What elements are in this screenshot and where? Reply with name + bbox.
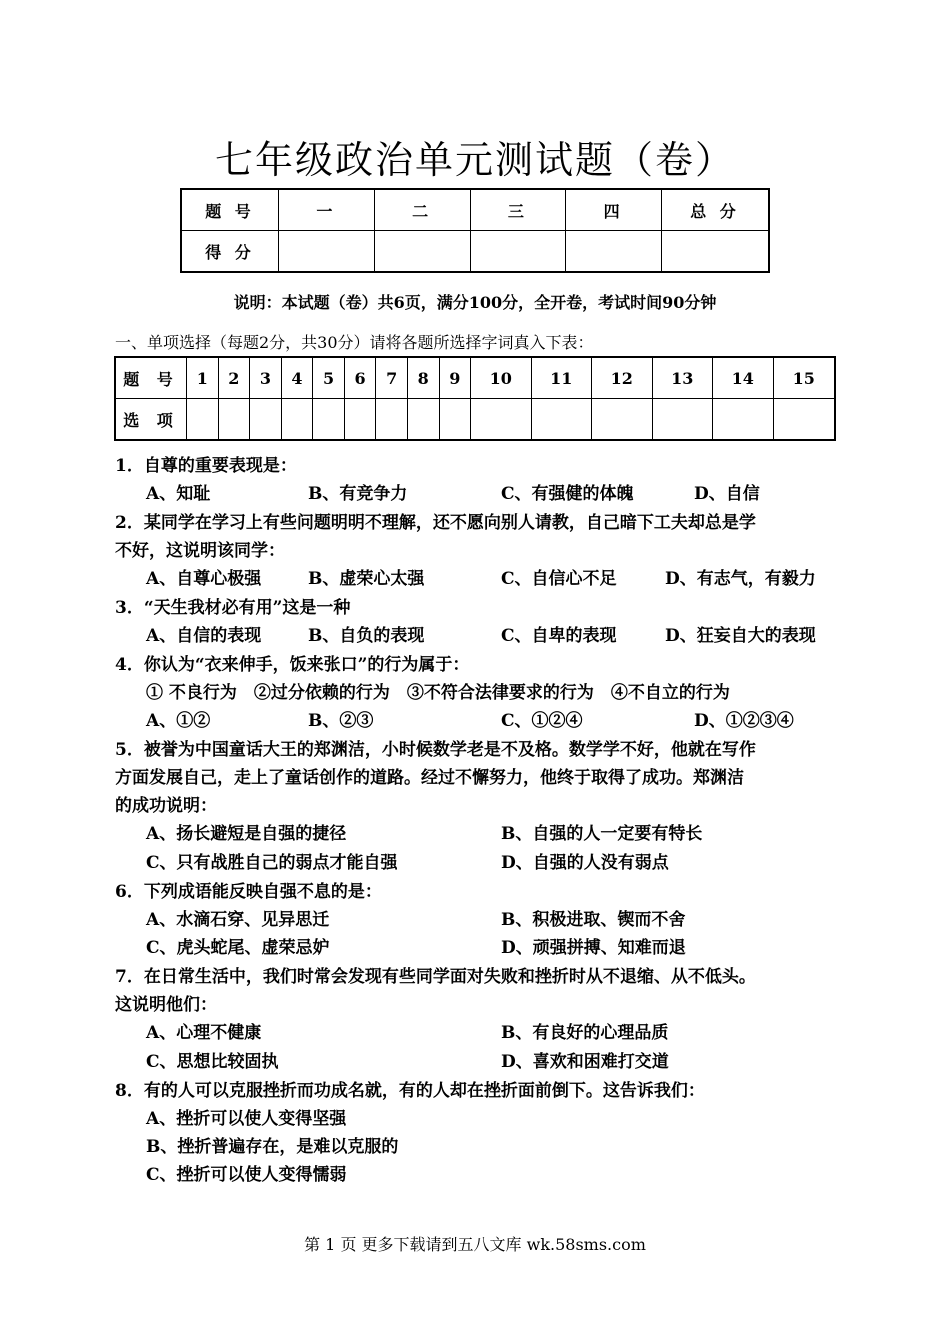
score-cell[interactable] [470,231,566,273]
answer-table [114,356,836,441]
question-number-cell: 5 [313,357,345,399]
score-table-header-row [181,189,769,231]
option-text: A、自信的表现 [146,626,262,646]
option-text: B、积极进取、锲而不舍 [501,910,686,930]
answer-cell[interactable] [652,399,713,441]
answer-cell[interactable] [187,399,219,441]
score-header-cell: 二 [374,189,470,231]
score-table-score-row [181,231,769,273]
page-footer: 第 1 页 更多下载请到五八文库 wk.58sms.com [304,1235,646,1254]
option-text: B、自强的人一定要有特长 [501,824,703,844]
option-text: D、顽强拼搏、知难而退 [501,938,686,958]
option-text: B、有良好的心理品质 [501,1023,669,1043]
question-number-cell: 7 [376,357,408,399]
score-header-cell: 四 [566,189,662,231]
question-number-cell: 4 [281,357,313,399]
question-number-cell: 10 [471,357,532,399]
option-text: C、挫折可以使人变得懦弱 [146,1165,347,1185]
option-text: C、自卑的表现 [501,626,617,646]
question-number-cell: 3 [250,357,282,399]
answer-cell[interactable] [439,399,471,441]
answer-cell[interactable] [250,399,282,441]
question-number-cell: 11 [531,357,592,399]
option-text: C、思想比较固执 [146,1052,279,1072]
exam-note: 说明：本试题（卷）共6页，满分100分，全开卷，考试时间90分钟 [233,293,717,312]
question-stem: 这说明他们： [115,995,217,1015]
option-text: A、挫折可以使人变得坚强 [146,1109,347,1129]
score-header-cell: 总 分 [662,189,770,231]
score-cell[interactable] [374,231,470,273]
question-number-cell: 15 [773,357,835,399]
option-text: D、喜欢和困难打交道 [501,1052,669,1072]
option-text: B、有竞争力 [308,484,408,504]
option-text: A、扬长避短是自强的捷径 [146,824,347,844]
answer-cell[interactable] [407,399,439,441]
option-text: C、只有战胜自己的弱点才能自强 [146,853,398,873]
answer-cell[interactable] [376,399,408,441]
question-stem: 5．被誉为中国童话大王的郑渊洁，小时候数学老是不及格。数学学不好，他就在写作 [115,740,756,760]
score-cell[interactable] [566,231,662,273]
question-number-cell: 8 [407,357,439,399]
option-text: B、挫折普遍存在，是难以克服的 [146,1137,399,1157]
answer-table-number-row [115,357,835,399]
score-cell[interactable] [662,231,770,273]
question-stem: 4．你认为“衣来伸手，饭来张口”的行为属于： [115,655,470,675]
page-title: 七年级政治单元测试题（卷） [214,138,735,182]
answer-cell[interactable] [313,399,345,441]
answer-table-choice-row [115,399,835,441]
question-stem: 7．在日常生活中，我们时常会发现有些同学面对失败和挫折时从不退缩、从不低头。 [115,967,756,987]
option-text: C、虎头蛇尾、虚荣忌妒 [146,938,330,958]
option-text: D、自强的人没有弱点 [501,853,669,873]
option-text: A、知耻 [146,484,211,504]
answer-cell[interactable] [531,399,592,441]
option-text: C、有强健的体魄 [501,484,634,504]
question-stem: 方面发展自己，走上了童话创作的道路。经过不懈努力，他终于取得了成功。郑渊洁 [115,768,744,788]
answer-cell[interactable] [713,399,774,441]
score-table [180,188,770,273]
option-text: A、心理不健康 [146,1023,262,1043]
question-stem: 不好，这说明该同学： [115,541,285,561]
option-text: A、水滴石穿、见异思迁 [146,910,330,930]
answer-cell[interactable] [218,399,250,441]
answer-cell[interactable] [344,399,376,441]
question-stem: 2．某同学在学习上有些问题明明不理解，还不愿向别人请教，自己暗下工夫却总是学 [115,513,756,533]
option-text: C、自信心不足 [501,569,617,589]
option-text: D、有志气，有毅力 [665,569,816,589]
option-text: B、自负的表现 [308,626,425,646]
answer-row-label: 选 项 [115,399,187,441]
option-text: B、②③ [308,711,374,731]
question-number-cell: 2 [218,357,250,399]
score-header-cell: 一 [279,189,375,231]
option-text: B、虚荣心太强 [308,569,425,589]
score-header-cell: 题 号 [181,189,279,231]
question-stem: 的成功说明： [115,796,217,816]
option-text: C、①②④ [501,711,583,731]
answer-cell[interactable] [471,399,532,441]
score-cell[interactable] [279,231,375,273]
answer-header-label: 题 号 [115,357,187,399]
section-heading: 一、单项选择（每题2分，共30分）请将各题所选择字词真入下表： [115,333,594,352]
score-header-cell: 三 [470,189,566,231]
question-stem: 1．自尊的重要表现是： [115,456,297,476]
answer-cell[interactable] [773,399,835,441]
option-text: A、自尊心极强 [146,569,262,589]
option-text: D、狂妄自大的表现 [665,626,816,646]
question-number-cell: 14 [713,357,774,399]
answer-cell[interactable] [281,399,313,441]
question-number-cell: 9 [439,357,471,399]
option-text: D、自信 [694,484,760,504]
option-text: A、①② [146,711,211,731]
question-number-cell: 1 [187,357,219,399]
question-stem: 8．有的人可以克服挫折而功成名就，有的人却在挫折面前倒下。这告诉我们： [115,1081,705,1101]
question-number-cell: 6 [344,357,376,399]
statement-list: ① 不良行为 ②过分依赖的行为 ③不符合法律要求的行为 ④不自立的行为 [146,683,730,703]
question-stem: 3．“天生我材必有用”这是一种 [115,598,351,618]
score-row-label: 得 分 [181,231,279,273]
question-stem: 6．下列成语能反映自强不息的是： [115,882,382,902]
answer-cell[interactable] [592,399,653,441]
question-number-cell: 13 [652,357,713,399]
question-number-cell: 12 [592,357,653,399]
option-text: D、①②③④ [694,711,794,731]
